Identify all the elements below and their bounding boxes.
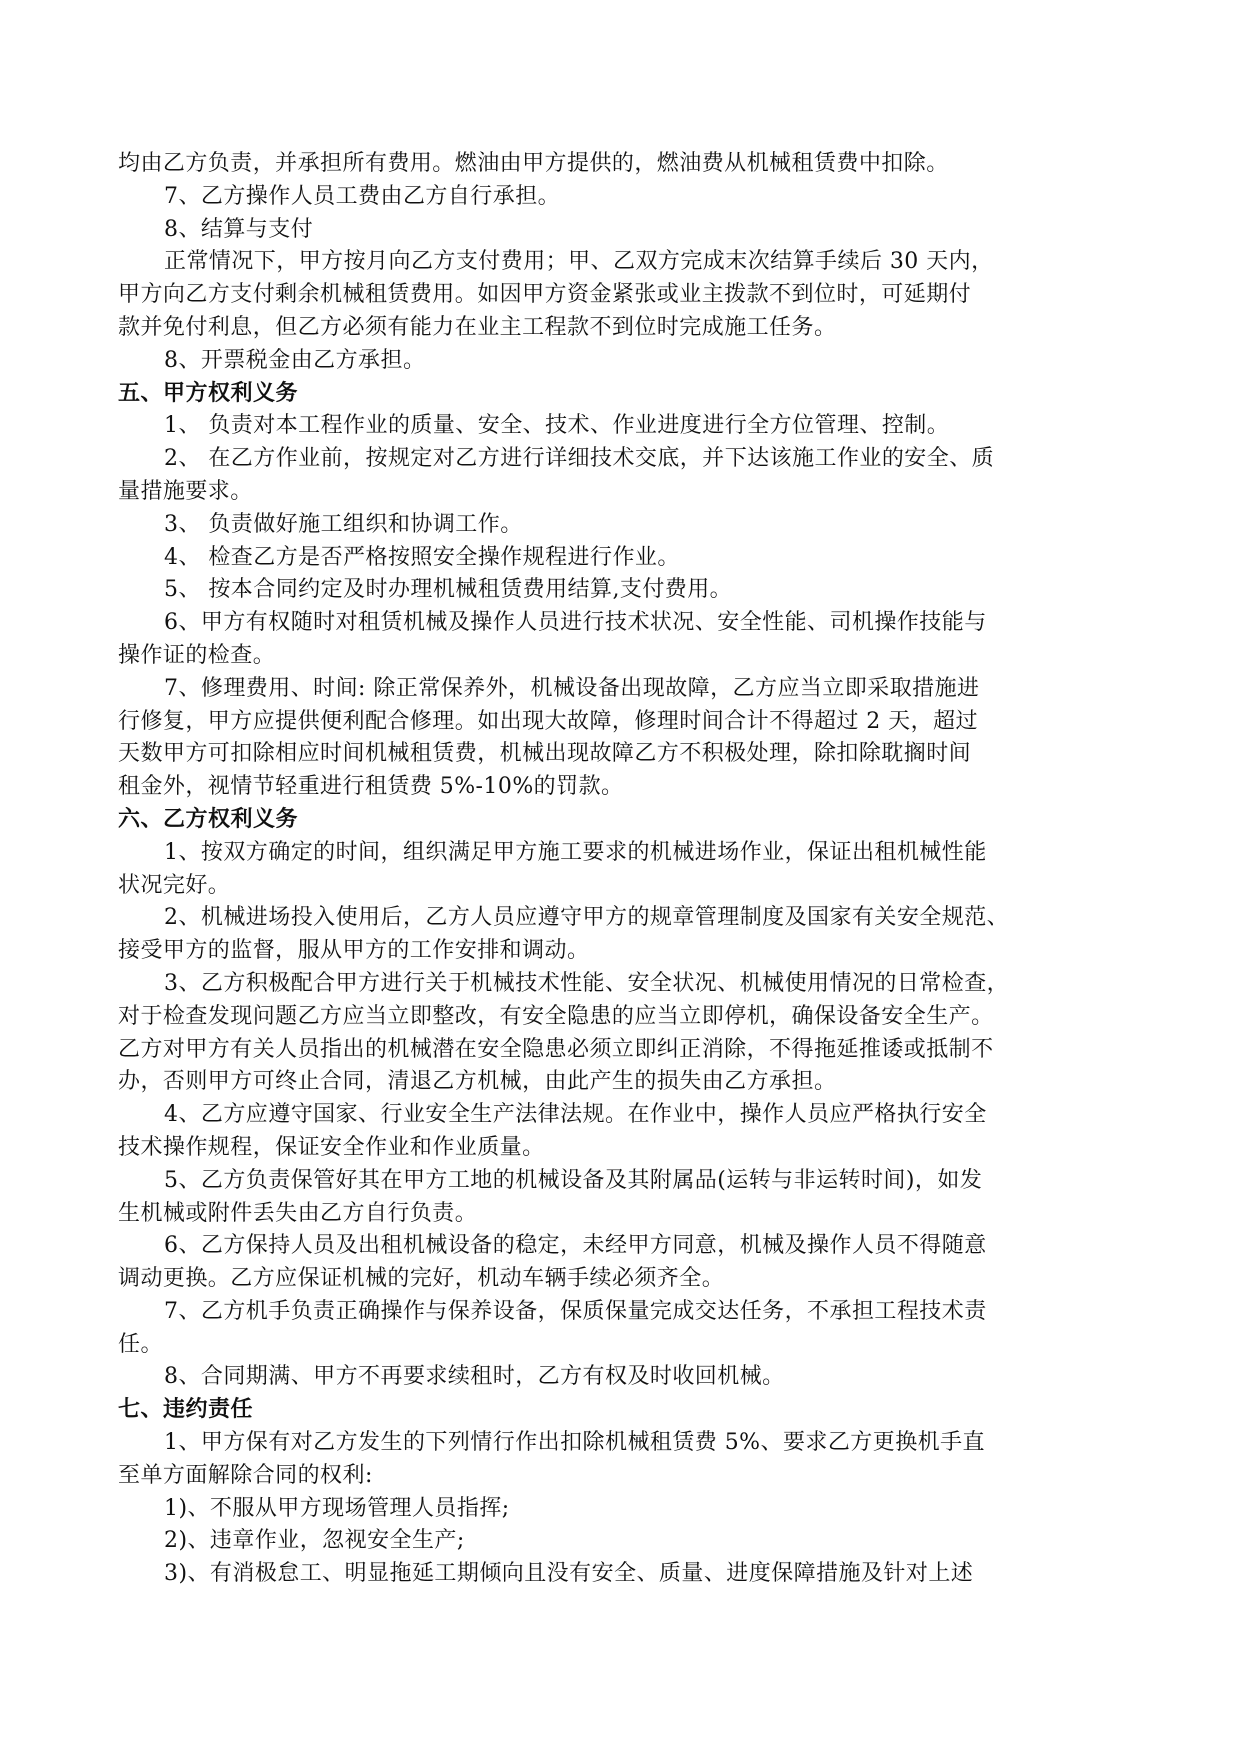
text-line: 3、 负责做好施工组织和协调工作。: [164, 511, 523, 537]
text-line: 2)、违章作业，忽视安全生产;: [164, 1528, 465, 1554]
text-line: 甲方向乙方支付剩余机械租赁费用。如因甲方资金紧张或业主拨款不到位时，可延期付: [118, 282, 972, 308]
text-line: 状况完好。: [118, 872, 231, 898]
text-line: 8、合同期满、甲方不再要求续租时，乙方有权及时收回机械。: [164, 1364, 785, 1390]
text-line: 5、 按本合同约定及时办理机械租赁费用结算,支付费用。: [164, 577, 733, 603]
text-line: 7、乙方操作人员工费由乙方自行承担。: [164, 183, 561, 209]
text-line: 7、乙方机手负责正确操作与保养设备，保质保量完成交达任务，不承担工程技术责: [164, 1298, 987, 1324]
text-line: 均由乙方负责，并承担所有费用。燃油由甲方提供的，燃油费从机械租赁费中扣除。: [118, 151, 949, 176]
text-line: 4、 检查乙方是否严格按照安全操作规程进行作业。: [164, 544, 680, 570]
text-line: 6、甲方有权随时对租赁机械及操作人员进行技术状况、安全性能、司机操作技能与: [164, 610, 987, 636]
text-line: 2、 在乙方作业前，按规定对乙方进行详细技术交底，并下达该施工作业的安全、质: [164, 446, 995, 472]
text-line: 1、甲方保有对乙方发生的下列情行作出扣除机械租赁费 5%、要求乙方更换机手直: [164, 1430, 985, 1456]
text-line: 8、结算与支付: [164, 216, 314, 242]
text-line: 1)、不服从甲方现场管理人员指挥;: [164, 1495, 510, 1521]
text-line: 生机械或附件丢失由乙方自行负责。: [118, 1200, 478, 1226]
text-line: 天数甲方可扣除相应时间机械租赁费，机械出现故障乙方不积极处理，除扣除耽搁时间: [118, 741, 972, 767]
text-line: 2、机械进场投入使用后，乙方人员应遵守甲方的规章管理制度及国家有关安全规范、: [164, 905, 1010, 931]
text-line: 技术操作规程，保证安全作业和作业质量。: [118, 1134, 545, 1160]
text-line: 办，否则甲方可终止合同，清退乙方机械，由此产生的损失由乙方承担。: [118, 1069, 837, 1095]
section-heading: 七、违约责任: [118, 1397, 254, 1423]
text-line: 量措施要求。: [118, 478, 253, 504]
text-line: 5、乙方负责保管好其在甲方工地的机械设备及其附属品(运转与非运转时间)，如发: [164, 1167, 983, 1193]
text-line: 任。: [118, 1331, 163, 1357]
text-line: 对于检查发现问题乙方应当立即整改，有安全隐患的应当立即停机，确保设备安全生产。: [118, 1003, 994, 1029]
text-line: 6、乙方保持人员及出租机械设备的稳定，未经甲方同意，机械及操作人员不得随意: [164, 1233, 987, 1259]
text-line: 7、修理费用、时间: 除正常保养外，机械设备出现故障，乙方应当立即采取措施进: [164, 675, 980, 701]
document-body: [118, 148, 1123, 1591]
text-line: 1、 负责对本工程作业的质量、安全、技术、作业进度进行全方位管理、控制。: [164, 413, 950, 439]
section-heading: 六、乙方权利义务: [118, 806, 299, 832]
text-line: 1、按双方确定的时间，组织满足甲方施工要求的机械进场作业，保证出租机械性能: [164, 839, 987, 865]
text-line: 3、乙方积极配合甲方进行关于机械技术性能、安全状况、机械使用情况的日常检查，: [164, 970, 1010, 996]
text-line: 3)、有消极怠工、明显拖延工期倾向且没有安全、质量、进度保障措施及针对上述: [164, 1561, 974, 1587]
text-line: 租金外，视情节轻重进行租赁费 5%-10%的罚款。: [118, 774, 624, 800]
text-line: 接受甲方的监督，服从甲方的工作安排和调动。: [118, 938, 590, 964]
section-heading: 五、甲方权利义务: [118, 380, 299, 406]
text-line: 操作证的检查。: [118, 642, 276, 668]
text-line: 行修复，甲方应提供便利配合修理。如出现大故障，修理时间合计不得超过 2 天，超过: [118, 708, 978, 734]
text-line: 正常情况下，甲方按月向乙方支付费用；甲、乙双方完成末次结算手续后 30 天内，: [164, 249, 994, 275]
text-line: 调动更换。乙方应保证机械的完好，机动车辆手续必须齐全。: [118, 1266, 725, 1292]
text-line: 8、开票税金由乙方承担。: [164, 347, 426, 373]
text-line: 款并免付利息，但乙方必须有能力在业主工程款不到位时完成施工任务。: [118, 314, 837, 340]
text-line: 乙方对甲方有关人员指出的机械潜在安全隐患必须立即纠正消除，不得拖延推诿或抵制不: [118, 1036, 994, 1062]
text-line: 4、乙方应遵守国家、行业安全生产法律法规。在作业中，操作人员应严格执行安全: [164, 1102, 987, 1128]
text-line: 至单方面解除合同的权利:: [118, 1462, 373, 1488]
